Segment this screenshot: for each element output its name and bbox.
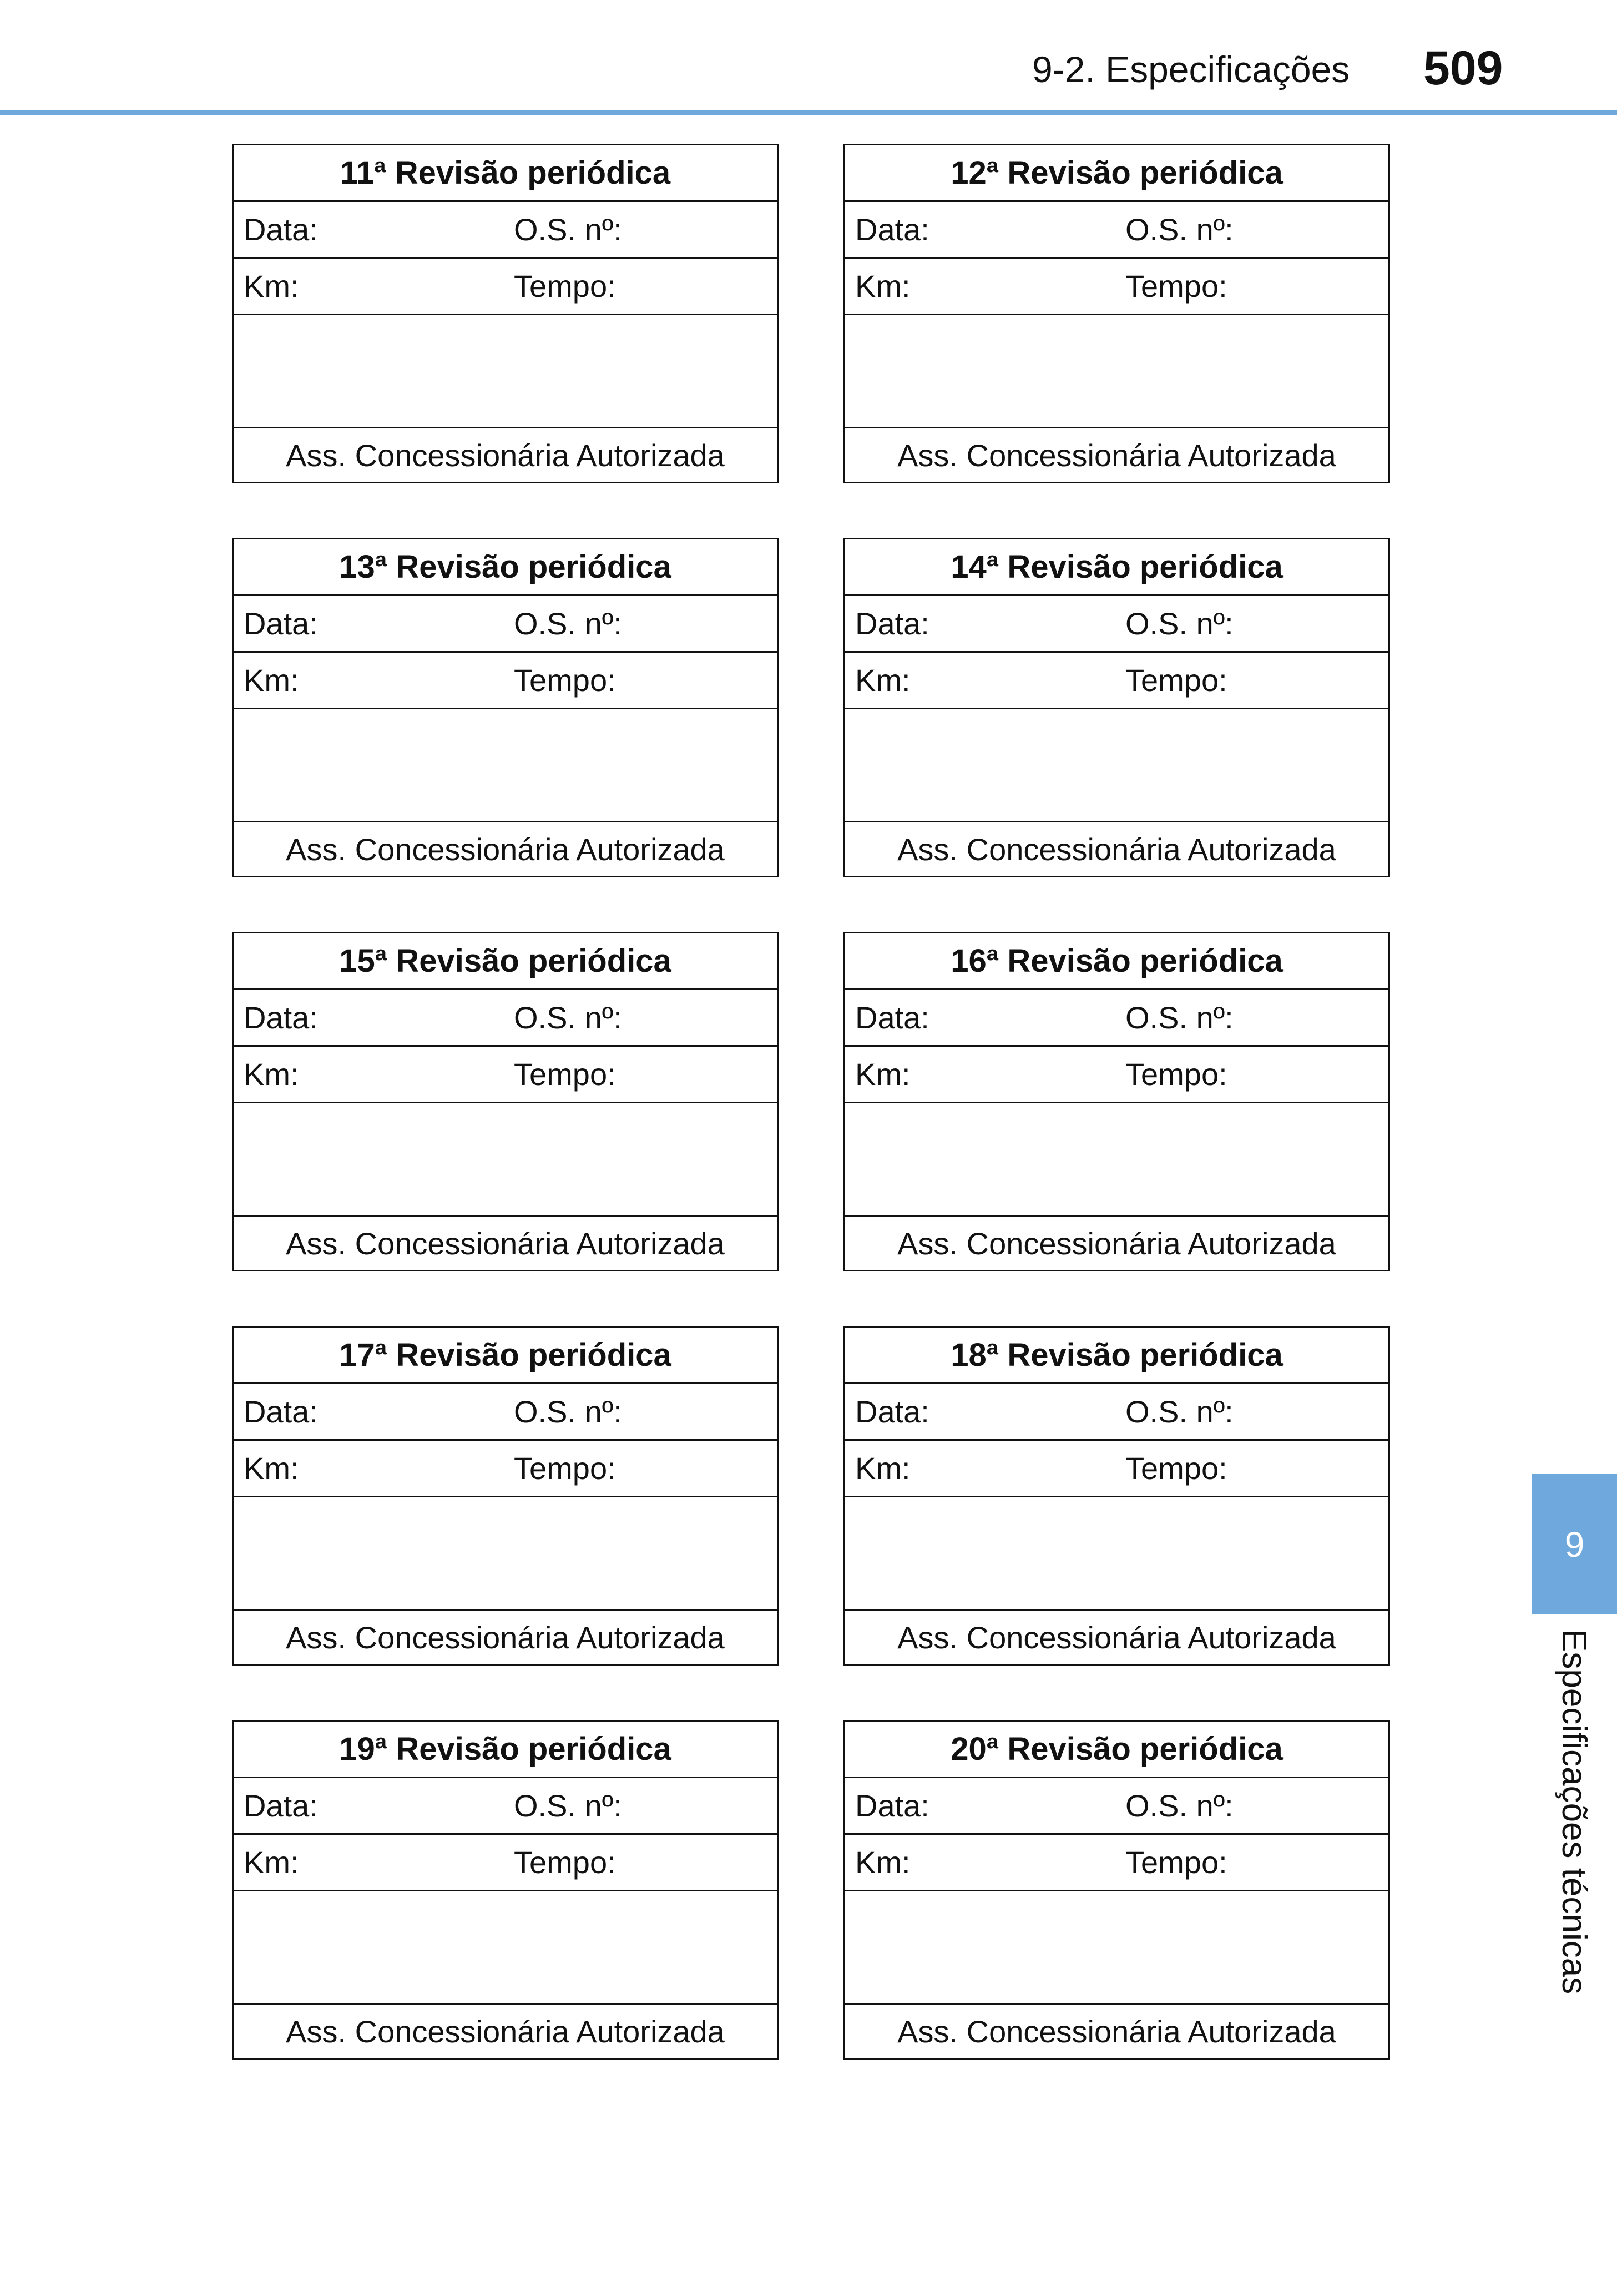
header-divider [0, 110, 1617, 115]
signature-label: Ass. Concessionária Autorizada [286, 831, 725, 867]
signature-label: Ass. Concessionária Autorizada [286, 1619, 725, 1655]
date-row [845, 596, 1388, 653]
date-row [234, 1384, 777, 1441]
card-title: 16ª Revisão periódica [845, 933, 1388, 990]
time-label: Tempo: [514, 663, 616, 698]
signature-label: Ass. Concessionária Autorizada [897, 1619, 1336, 1655]
date-label: Data: [244, 1788, 318, 1823]
km-label: Km: [855, 663, 911, 698]
km-label: Km: [244, 1845, 299, 1880]
os-number-label: O.S. nº: [1125, 606, 1234, 641]
revision-card [232, 1720, 779, 2060]
km-label: Km: [244, 269, 299, 304]
card-title: 12ª Revisão periódica [845, 145, 1388, 202]
revision-card [843, 932, 1390, 1271]
os-number-label: O.S. nº: [514, 606, 622, 641]
signature-area[interactable] [234, 1103, 777, 1217]
date-row [234, 202, 777, 259]
date-row [234, 596, 777, 653]
km-row [234, 1835, 777, 1891]
date-row [234, 1778, 777, 1835]
card-title: 20ª Revisão periódica [845, 1722, 1388, 1778]
revision-card [232, 1326, 779, 1666]
signature-label: Ass. Concessionária Autorizada [286, 2014, 725, 2049]
signature-area[interactable] [234, 709, 777, 822]
section-title: 9-2. Especificações [1032, 49, 1350, 90]
km-label: Km: [855, 1451, 911, 1486]
time-label: Tempo: [514, 269, 616, 304]
date-row [845, 1778, 1388, 1835]
time-label: Tempo: [1125, 269, 1227, 304]
signature-area[interactable] [234, 1497, 777, 1611]
page-number: 509 [1423, 42, 1503, 95]
chapter-tab [1532, 1474, 1617, 1614]
signature-area[interactable] [845, 709, 1388, 822]
km-label: Km: [855, 269, 911, 304]
os-number-label: O.S. nº: [514, 212, 622, 247]
os-number-label: O.S. nº: [1125, 212, 1234, 247]
time-label: Tempo: [1125, 1845, 1227, 1880]
os-number-label: O.S. nº: [514, 1000, 622, 1035]
km-row [234, 1047, 777, 1103]
chapter-label: Especificações técnicas [1555, 1629, 1593, 1995]
time-label: Tempo: [1125, 1451, 1227, 1486]
card-title: 15ª Revisão periódica [234, 933, 777, 990]
signature-label: Ass. Concessionária Autorizada [286, 1225, 725, 1261]
date-label: Data: [855, 1000, 929, 1035]
time-label: Tempo: [1125, 1057, 1227, 1092]
signature-label: Ass. Concessionária Autorizada [897, 1225, 1336, 1261]
card-title: 14ª Revisão periódica [845, 539, 1388, 596]
signature-area[interactable] [845, 1497, 1388, 1611]
km-row [845, 259, 1388, 315]
time-label: Tempo: [514, 1845, 616, 1880]
card-title: 17ª Revisão periódica [234, 1328, 777, 1384]
date-label: Data: [855, 1788, 929, 1823]
km-row [845, 1441, 1388, 1497]
revision-card [843, 538, 1390, 877]
date-label: Data: [855, 1394, 929, 1429]
km-label: Km: [244, 1057, 299, 1092]
date-label: Data: [244, 212, 318, 247]
time-label: Tempo: [514, 1057, 616, 1092]
signature-area[interactable] [845, 1891, 1388, 2005]
os-number-label: O.S. nº: [1125, 1000, 1234, 1035]
signature-area[interactable] [845, 1103, 1388, 1217]
date-label: Data: [855, 606, 929, 641]
signature-label: Ass. Concessionária Autorizada [897, 2014, 1336, 2049]
date-row [845, 1384, 1388, 1441]
km-row [234, 259, 777, 315]
revision-card [232, 538, 779, 877]
date-row [845, 990, 1388, 1047]
signature-label: Ass. Concessionária Autorizada [897, 437, 1336, 473]
os-number-label: O.S. nº: [1125, 1788, 1234, 1823]
km-label: Km: [244, 1451, 299, 1486]
revision-card [843, 1326, 1390, 1666]
km-label: Km: [244, 663, 299, 698]
date-label: Data: [855, 212, 929, 247]
card-title: 18ª Revisão periódica [845, 1328, 1388, 1384]
km-row [845, 653, 1388, 709]
date-label: Data: [244, 1000, 318, 1035]
revision-card [232, 932, 779, 1271]
km-label: Km: [855, 1057, 911, 1092]
signature-area[interactable] [234, 1891, 777, 2005]
signature-area[interactable] [845, 315, 1388, 428]
time-label: Tempo: [514, 1451, 616, 1486]
signature-label: Ass. Concessionária Autorizada [286, 437, 725, 473]
time-label: Tempo: [1125, 663, 1227, 698]
chapter-number: 9 [1564, 1524, 1585, 1565]
date-row [845, 202, 1388, 259]
card-title: 19ª Revisão periódica [234, 1722, 777, 1778]
date-label: Data: [244, 606, 318, 641]
date-row [234, 990, 777, 1047]
km-row [845, 1047, 1388, 1103]
signature-area[interactable] [234, 315, 777, 428]
signature-label: Ass. Concessionária Autorizada [897, 831, 1336, 867]
card-title: 13ª Revisão periódica [234, 539, 777, 596]
revision-card [843, 144, 1390, 483]
card-title: 11ª Revisão periódica [234, 145, 777, 202]
km-label: Km: [855, 1845, 911, 1880]
revision-card [843, 1720, 1390, 2060]
revision-card [232, 144, 779, 483]
km-row [845, 1835, 1388, 1891]
km-row [234, 653, 777, 709]
os-number-label: O.S. nº: [1125, 1394, 1234, 1429]
os-number-label: O.S. nº: [514, 1394, 622, 1429]
date-label: Data: [244, 1394, 318, 1429]
os-number-label: O.S. nº: [514, 1788, 622, 1823]
km-row [234, 1441, 777, 1497]
